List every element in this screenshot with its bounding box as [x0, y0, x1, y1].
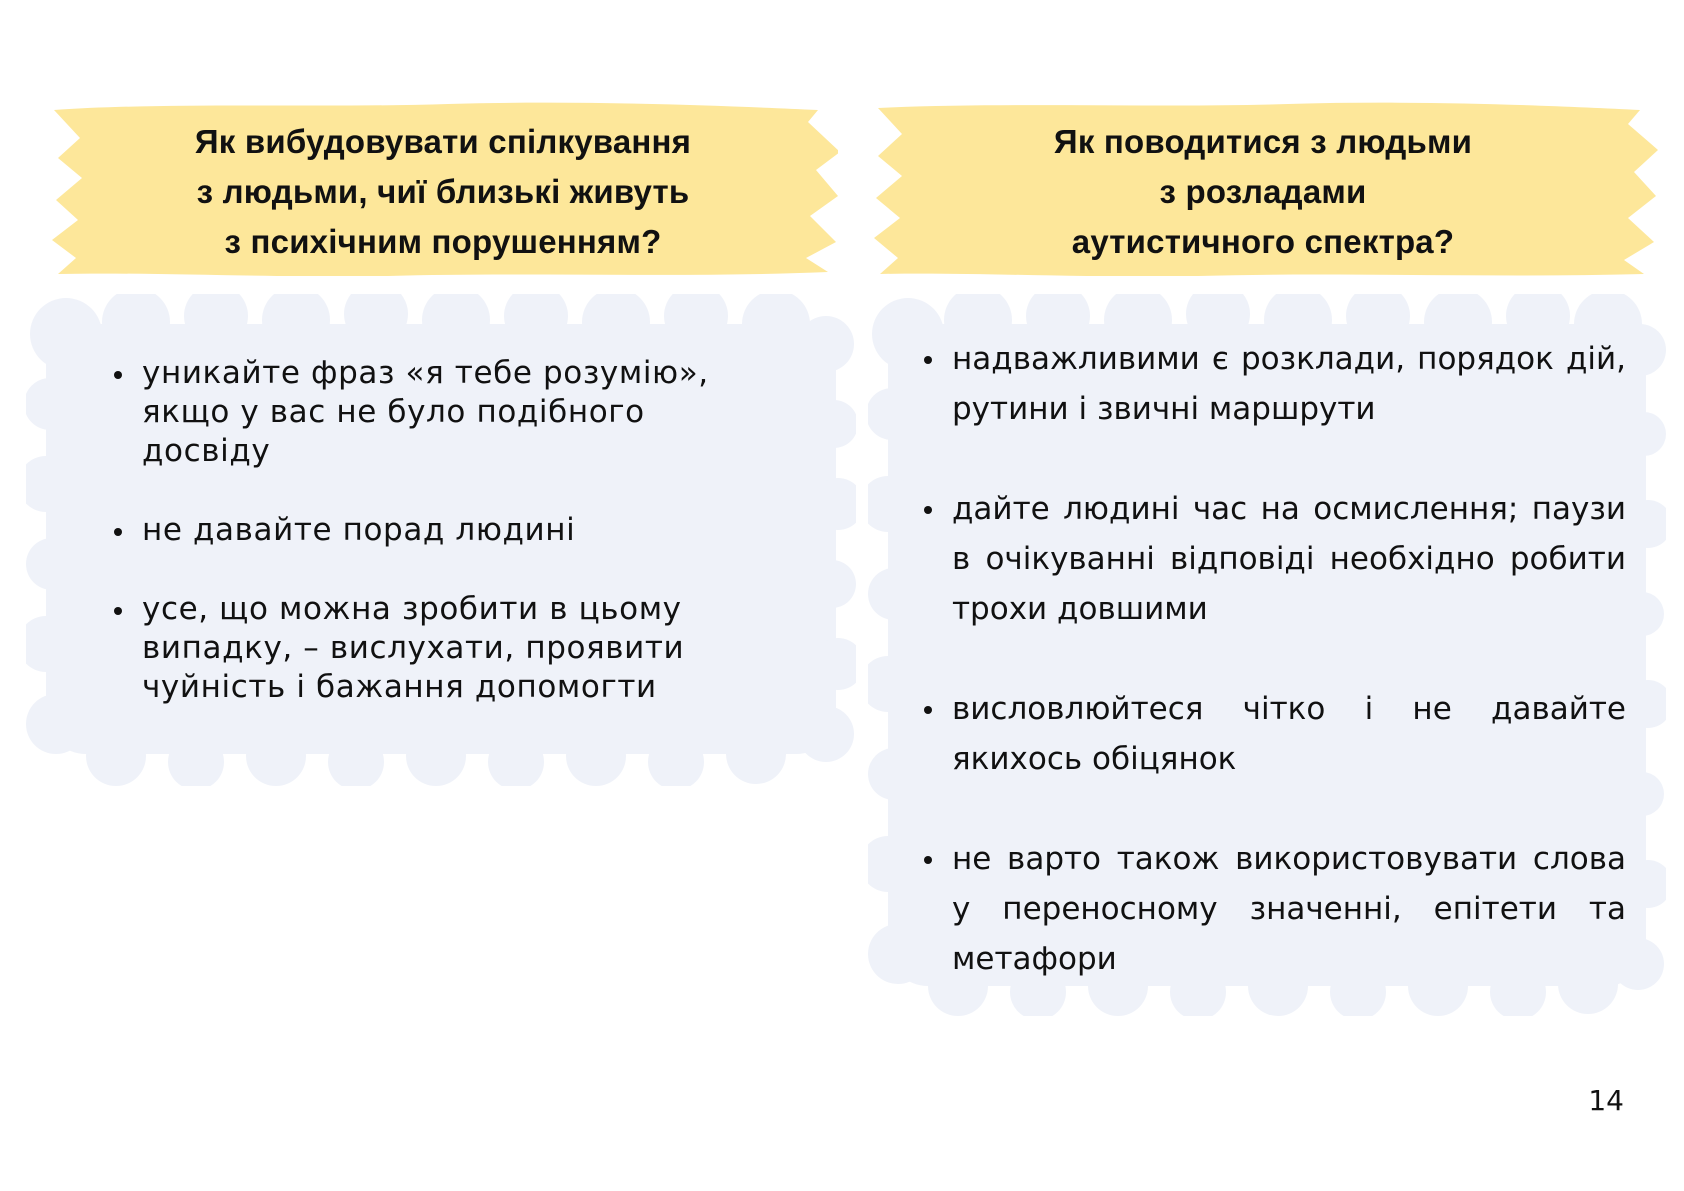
list-item: не давайте порад людині [110, 511, 750, 550]
list-item: надважливими є розклади, порядок дій, рутини і звичні маршрути [920, 334, 1626, 434]
list-item: дайте людині час на осмислення; паузи в очікуванні відповіді необхідно робити трохи довшими [920, 484, 1626, 634]
page-number: 14 [1588, 1084, 1624, 1117]
list-item: висловлюйтеся чітко і не давайте якихось обіцянок [920, 684, 1626, 784]
left-title-banner [48, 100, 838, 276]
list-item: не варто також використовувати слова у переносному значенні, епітети та метафори [920, 834, 1626, 984]
list-item: усе, що можна зробити в цьому випадку, – вислухати, проявити чуйність і бажання допомогти [110, 590, 750, 707]
right-title-line: Як поводитися з людьми [1053, 123, 1473, 160]
left-title-line: з психічним порушенням? [224, 223, 662, 260]
right-bullet-list [920, 334, 1626, 1034]
left-title [48, 117, 838, 267]
left-bullet-list [110, 354, 750, 747]
left-title-line: з людьми, чиї близькі живуть [196, 173, 690, 210]
right-title-line: з розладами [1159, 173, 1367, 210]
left-title-line: Як вибудовувати спілкування [194, 123, 692, 160]
list-item: уникайте фраз «я тебе розумію», якщо у вас не було подібного досвіду [110, 354, 750, 471]
right-title [868, 117, 1658, 267]
right-title-banner [868, 100, 1658, 276]
right-title-line: аутистичного спектра? [1071, 223, 1455, 260]
